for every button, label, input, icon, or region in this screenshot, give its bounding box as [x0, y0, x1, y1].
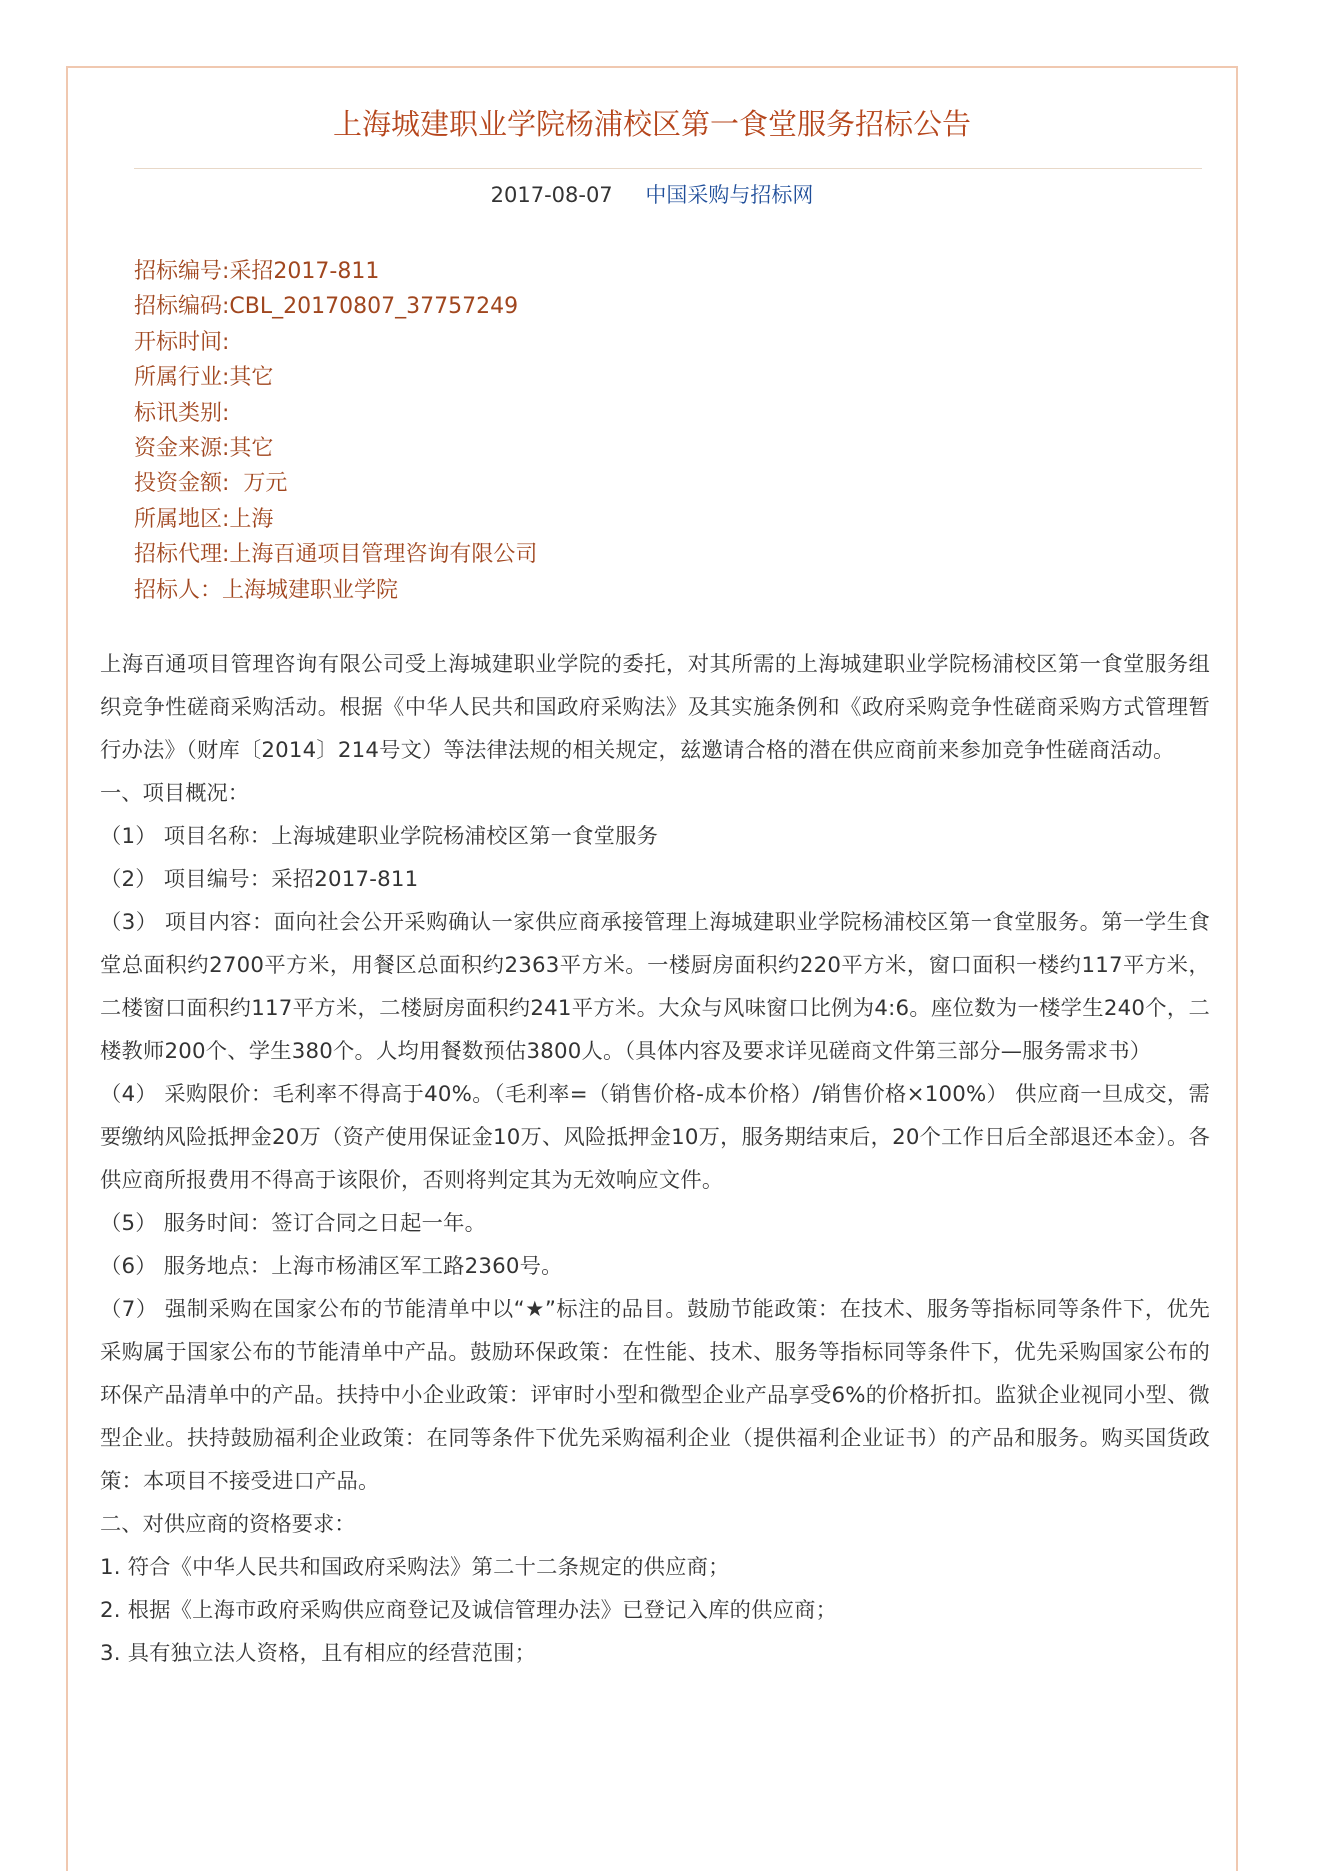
- info-tender-code: 招标编码:CBL_20170807_37757249: [134, 294, 519, 320]
- info-category: 标讯类别:: [134, 400, 230, 426]
- title-divider: [134, 168, 1202, 169]
- info-tenderer: 招标人：上海城建职业学院: [134, 577, 399, 603]
- list-item-project-name: （1） 项目名称：上海城建职业学院杨浦校区第一食堂服务: [100, 824, 659, 849]
- intro-paragraph: 上海百通项目管理咨询有限公司受上海城建职业学院的委托，对其所需的上海城建职业学院杨浦校区第一食堂服务组织竞争性磋商采购活动。根据《中华人民共和国政府采购法》及其实施条例和《政府采购竞争性磋商采购方式管理暂行办法》（财库〔2014〕214号文）等法律法规的相关规定，兹邀请合格的潜在供应商前来参加竞争性磋商活动。: [100, 652, 1210, 763]
- list-item-requirement-2: 2. 根据《上海市政府采购供应商登记及诚信管理办法》已登记入库的供应商；: [100, 1598, 838, 1623]
- info-open-time: 开标时间:: [134, 329, 230, 355]
- list-item-project-content: （3） 项目内容：面向社会公开采购确认一家供应商承接管理上海城建职业学院杨浦校区第一食堂服务。第一学生食堂总面积约2700平方米，用餐区总面积约2363平方米。一楼厨房面积约220平方米，窗口面积一楼约117平方米，二楼窗口面积约117平方米，二楼厨房面积约241平方米。大众与风味窗口比例为4:6。座位数为一楼学生240个，二楼教师200个、学生380个。人均用餐数预估3800人。（具体内容及要求详见磋商文件第三部分—服务需求书）: [100, 910, 1210, 1064]
- list-item-service-time: （5） 服务时间：签订合同之日起一年。: [100, 1211, 487, 1236]
- info-investment: 投资金额: 万元: [134, 471, 288, 497]
- section-heading-supplier-requirements: 二、对供应商的资格要求：: [100, 1512, 356, 1537]
- info-agent: 招标代理:上海百通项目管理咨询有限公司: [134, 542, 538, 568]
- page-title: 上海城建职业学院杨浦校区第一食堂服务招标公告: [332, 107, 971, 141]
- list-item-requirement-1: 1. 符合《中华人民共和国政府采购法》第二十二条规定的供应商；: [100, 1555, 730, 1580]
- publish-date: 2017-08-07: [490, 183, 613, 207]
- info-region: 所属地区:上海: [134, 506, 274, 532]
- list-item-requirement-3: 3. 具有独立法人资格，且有相应的经营范围；: [100, 1641, 537, 1666]
- tender-info: [134, 254, 1134, 608]
- section-heading-project-overview: 一、项目概况：: [100, 781, 250, 806]
- list-item-procurement-policy: （7） 强制采购在国家公布的节能清单中以“★”标注的品目。鼓励节能政策：在技术、服务等指标同等条件下，优先采购属于国家公布的节能清单中产品。鼓励环保政策：在性能、技术、服务等指标同等条件下，优先采购国家公布的环保产品清单中的产品。扶持中小企业政策：评审时小型和微型企业产品享受6%的价格折扣。监狱企业视同小型、微型企业。扶持鼓励福利企业政策：在同等条件下优先采购福利企业（提供福利企业证书）的产品和服务。购买国货政策：本项目不接受进口产品。: [100, 1297, 1210, 1494]
- list-item-service-location: （6） 服务地点：上海市杨浦区军工路2360号。: [100, 1254, 563, 1279]
- source-link[interactable]: 中国采购与招标网: [645, 183, 814, 207]
- info-fund-source: 资金来源:其它: [134, 436, 274, 462]
- info-industry: 所属行业:其它: [134, 365, 274, 391]
- list-item-project-number: （2） 项目编号：采招2017-811: [100, 867, 419, 892]
- announcement-body: [100, 643, 1210, 1675]
- meta-line: [68, 178, 1236, 212]
- info-tender-number: 招标编号:采招2017-811: [134, 259, 380, 284]
- list-item-price-limit: （4） 采购限价：毛利率不得高于40%。（毛利率=（销售价格-成本价格）/销售价格×100%） 供应商一旦成交，需要缴纳风险抵押金20万（资产使用保证金10万、风险抵押金10万，服务期结束后，20个工作日后全部退还本金）。各供应商所报费用不得高于该限价，否则将判定其为无效响应文件。: [100, 1082, 1210, 1193]
